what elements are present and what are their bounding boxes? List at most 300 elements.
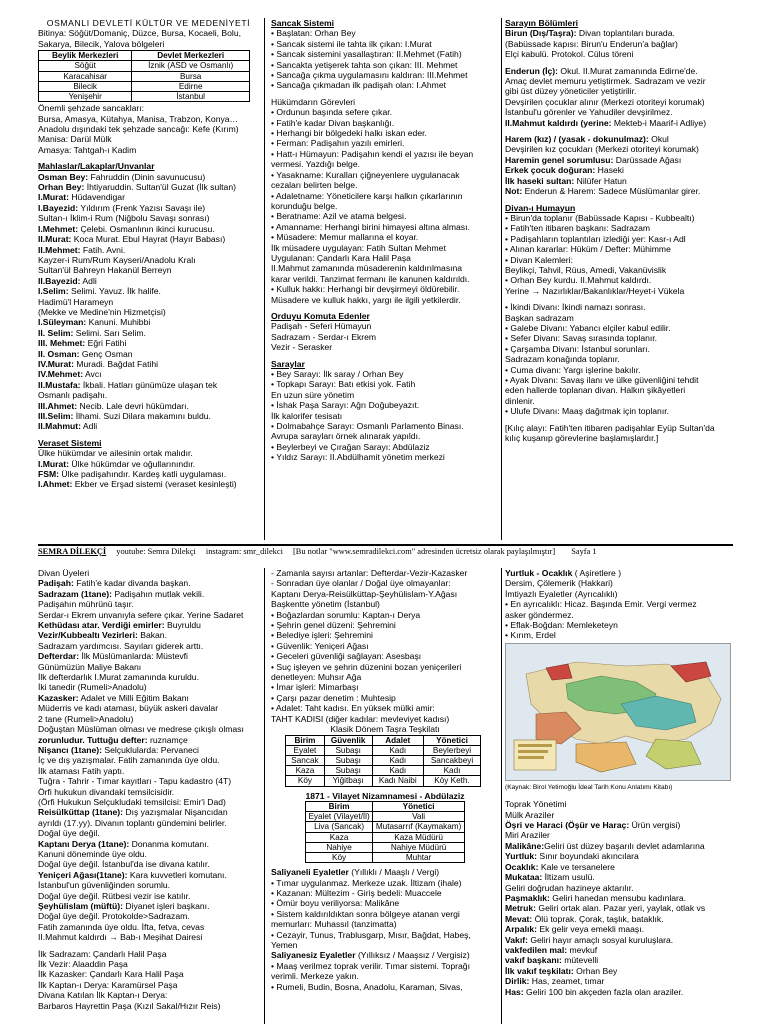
text-line: Enderun (İç): Okul. II.Murat zamanında Edirne'de. bbox=[505, 65, 698, 76]
text-line: Hadimü'l Harameyn bbox=[38, 296, 114, 307]
text-line: II. Selim: Selimi. Sarı Selim. bbox=[38, 327, 146, 338]
table-cell: Beylerbeyi bbox=[424, 745, 481, 755]
text-line: Kaptanı Derya (1tane): Donanma komutanı. bbox=[38, 838, 209, 849]
text-line: Osman Bey: Fahruddin (Dinin savunucusu) bbox=[38, 171, 206, 182]
text-line: Kayzer-i Rum/Rum Kayseri/Anadolu Kralı bbox=[38, 254, 196, 265]
table-cell: Köy Keth. bbox=[424, 776, 481, 786]
capital-admin-list bbox=[271, 568, 499, 724]
table-cell: Kaza Müdürü bbox=[373, 832, 465, 842]
table-cell: Nahiye bbox=[306, 842, 373, 852]
table-row bbox=[286, 745, 481, 755]
map-caption: (Kaynak: Birol Yetimoğlu İdeal Tarih Konu Anlatımı Kitabı) bbox=[505, 783, 673, 791]
text-line: II.Mahmut zamanında müsaderenin kaldırılmasına bbox=[271, 263, 463, 274]
footer-instagram: instagram: smr_dilekci bbox=[205, 547, 283, 556]
text-line: • Cuma divanı: Yargı işlerine bakılır. bbox=[505, 364, 641, 375]
text-line: • Herhangi bir bölgedeki halkı iskan eder. bbox=[271, 128, 427, 139]
text-line: Sadrazam (1tane): Padişahın mutlak vekili. bbox=[38, 588, 205, 599]
text-line: Öşri ve Haraci (Öşür ve Haraç: Ürün vergisi) bbox=[505, 820, 681, 831]
text-line: Vezir - Serasker bbox=[271, 342, 333, 353]
text-line: asker göndermez. bbox=[505, 609, 574, 620]
text-line: • Sancakta yetişerek tahta son çıkan: III. Mehmet bbox=[271, 59, 458, 70]
divan-types-list bbox=[505, 302, 733, 416]
text-line: IV.Mehmet: Avcı bbox=[38, 369, 102, 380]
text-line: Bursa, Amasya, Kütahya, Manisa, Trabzon, Konya… bbox=[38, 113, 239, 124]
ottoman-map-image bbox=[505, 643, 731, 781]
text-line: • Müsadere: Memur mallarına el koyar. bbox=[271, 232, 419, 243]
capitals-table bbox=[38, 50, 250, 102]
text-line: I.Mehmet: Çelebi. Osmanlının ikinci kurucusu. bbox=[38, 223, 215, 234]
section-heading: Toprak Yönetimi bbox=[505, 799, 567, 810]
text-line: İlk ataması Fatih yaptı. bbox=[38, 765, 125, 776]
column-middle bbox=[271, 18, 499, 540]
text-line: • Kazanan: Mültezim - Giriş bedeli: Muaccele bbox=[271, 887, 442, 898]
table-cell: Subaşı bbox=[324, 766, 372, 776]
section-heading: Sarayın Bölümleri bbox=[505, 18, 579, 28]
text-line: gibi üst düzey yöneticiler yetiştirilir. bbox=[505, 86, 637, 97]
text-line: FSM: Ülke padişahındır. Kardeş katli uygulaması. bbox=[38, 469, 227, 480]
table-cell: Köy bbox=[286, 776, 325, 786]
text-line: IV.Murat: Muradi. Bağdat Fatihi bbox=[38, 358, 159, 369]
text-line: korunduğu belge. bbox=[271, 200, 338, 211]
text-line: Metruk: Geliri ortak alan. Pazar yeri, yaylak, otlak vs bbox=[505, 903, 706, 914]
text-line: İlk müsadere uygulayan: Fatih Sultan Mehmet bbox=[271, 242, 446, 253]
harem-list bbox=[505, 134, 733, 196]
text-line: II.Murat: Koca Murat. Ebul Hayrat (Hayır Babası) bbox=[38, 234, 226, 245]
text-line: İki tanedir (Rumeli>Anadolu) bbox=[38, 682, 147, 693]
table-cell: Köy bbox=[306, 852, 373, 862]
text-line: I.Selim: Selimi. Yavuz. İlk halife. bbox=[38, 286, 161, 297]
sancak-system-list bbox=[271, 28, 499, 90]
column-right bbox=[505, 18, 733, 540]
text-line: Mevat: Ölü toprak. Çorak, taşlık, bataklık. bbox=[505, 913, 664, 924]
text-line: Ülke hükümdar ve ailesinin ortak malıdır. bbox=[38, 448, 193, 459]
text-line: • İmar işleri: Mimarbaşı bbox=[271, 682, 359, 693]
table-body bbox=[39, 61, 250, 102]
text-line: III.Ahmet: Necib. Lale devri hükümdarı. bbox=[38, 400, 189, 411]
column-divider bbox=[501, 18, 502, 540]
section-heading: Hükümdarın Görevleri bbox=[271, 96, 356, 107]
text-line: I.Murat: Ülke hükümdar ve oğullarınındır. bbox=[38, 458, 196, 469]
section-heading: Divan-ı Humayun bbox=[505, 202, 576, 213]
table-cell: İznik (ASD ve Osmanlı) bbox=[132, 61, 250, 71]
saliyaneli-list bbox=[271, 878, 499, 951]
text-line: İlk Vezir: Alaaddin Paşa bbox=[38, 959, 128, 970]
text-line: [Kılıç alayı: Fatih'ten itibaren padişahlar Eyüp Sultan'da bbox=[505, 422, 715, 433]
text-line: • İshak Paşa Sarayı: Ağrı Doğubeyazıt. bbox=[271, 400, 420, 411]
text-line: I.Murat: Hüdavendigar bbox=[38, 192, 125, 203]
text-line: İlk Kazasker: Çandarlı Kara Halil Paşa bbox=[38, 969, 184, 980]
section-heading: Saliyaneli Eyaletler bbox=[271, 867, 349, 878]
text-line: • Ferman: Padişahın yazılı emirleri. bbox=[271, 138, 405, 149]
text-line: Mülk Araziler bbox=[505, 809, 555, 820]
footer-page-number: Sayfa 1 bbox=[571, 547, 597, 556]
text-line: • Belediye işleri: Şehremini bbox=[271, 630, 373, 641]
text-line: • Beratname: Azil ve atama belgesi. bbox=[271, 211, 407, 222]
text-line: • Çarşamba Divanı: İstanbul sorunları. bbox=[505, 343, 650, 354]
text-line: • Ayak Divanı: Savaş ilanı ve ülke güvenliğini tehdit bbox=[505, 375, 699, 385]
text-line: • Şehrin genel düzeni: Şehremini bbox=[271, 620, 396, 631]
text-line: Başkan sadrazam bbox=[505, 312, 574, 323]
table-caption: 1871 - Vilayet Nizamnamesi - Abdülaziz bbox=[305, 790, 465, 801]
text-line: (Babüssade kapısı: Birun'u Enderun'a bağlar) bbox=[505, 38, 678, 49]
table-header-cell: Adalet bbox=[372, 735, 423, 745]
table-header-row bbox=[286, 735, 481, 745]
text-line: memurları: Muhassıl (tanzimatta) bbox=[271, 919, 397, 930]
text-line: İç ve dış yazışmalar. Fatih zamanında üye oldu. bbox=[38, 755, 220, 766]
text-line: Padişahın mührünü taşır. bbox=[38, 599, 134, 610]
text-line: Padişah - Seferi Hümayun bbox=[271, 321, 372, 332]
column-right bbox=[505, 568, 733, 1024]
text-line: Bitinya: Söğüt/Domaniç, Düzce, Bursa, Kocaeli, Bolu, bbox=[38, 28, 242, 39]
table-header-cell: Güvenlik bbox=[324, 735, 372, 745]
table-row bbox=[306, 842, 465, 852]
text-line: Miri Araziler bbox=[505, 830, 550, 841]
text-line: 2 tane (Rumeli>Anadolu) bbox=[38, 713, 134, 724]
text-line: • Sefer Divanı: Savaş sırasında toplanır. bbox=[505, 333, 658, 344]
table-cell: Kadı bbox=[372, 755, 423, 765]
text-line: II.Mahmut: Adli bbox=[38, 421, 98, 432]
text-line: Yemen bbox=[271, 939, 298, 950]
text-line: Sadrazam yardımcısı. Sayıları giderek arttı. bbox=[38, 640, 204, 651]
table-cell: Vali bbox=[373, 812, 465, 822]
text-line: Manisa: Darül Mülk bbox=[38, 134, 112, 145]
titles-list bbox=[38, 172, 259, 432]
table-cell: Kaza bbox=[286, 766, 325, 776]
table-cell: Mutasarrıf (Kaymakam) bbox=[373, 822, 465, 832]
text-line: Paşmaklık: Geliri hanedan mensubu kadınlara. bbox=[505, 892, 687, 903]
table-cell: Sancak bbox=[286, 755, 325, 765]
text-line: Dirlik: Has, zeamet, tımar bbox=[505, 976, 605, 987]
text-line: Başkentte yönetim (İstanbul) bbox=[271, 599, 380, 610]
sancak-list bbox=[38, 103, 259, 155]
table-cell: Liva (Sancak) bbox=[306, 822, 373, 832]
column-divider bbox=[264, 568, 265, 1024]
table-row bbox=[39, 81, 250, 91]
text-line: Orhan Bey: İhtiyaruddin. Sultan'ül Guzat (İlk sultan) bbox=[38, 182, 236, 193]
text-line: • Suç işleyen ve şehrin düzenini bozan yeniçerileri bbox=[271, 661, 462, 672]
text-line: Serdar-ı Ekrem unvanıyla sefere çıkar. Yerine Sadaret bbox=[38, 609, 244, 620]
table-cell: İstanbul bbox=[132, 92, 250, 102]
text-line: • Galebe Divanı: Yabancı elçiler kabul edilir. bbox=[505, 322, 671, 333]
text-line: I.Ahmet: Ekber ve Erşad sistemi (veraset kesinleşti) bbox=[38, 479, 237, 490]
text-line: Sultan-ı İklim-i Rum (Niğbolu Savaşı sonrası) bbox=[38, 213, 210, 224]
text-line: • Alınan kararlar: Hüküm / Defter: Mühimme bbox=[505, 244, 671, 255]
text-line: Osmanlı padişahı. bbox=[38, 390, 108, 401]
text-line: İlk haseki sultan: Nilüfer Hatun bbox=[505, 175, 627, 186]
text-line: Anadolu dışındaki tek şehzade sancağı: Kefe (Kırım) bbox=[38, 124, 239, 135]
text-line: • Ömür boyu veriliyorsa: Malikâne bbox=[271, 898, 400, 909]
text-line: İstanbul'u görenler ve Yahudiler devşirilmez. bbox=[505, 107, 673, 118]
text-line: III. Mehmet: Eğri Fatihi bbox=[38, 338, 127, 349]
table-cell: Bilecik bbox=[39, 81, 132, 91]
table-row bbox=[286, 776, 481, 786]
text-line: Şeyhülislam (müftü): Diyanet işleri başkanı. bbox=[38, 901, 210, 911]
table-row bbox=[306, 832, 465, 842]
text-line: - Zamanla sayısı artanlar: Defterdar-Vezir-Kazasker bbox=[271, 568, 468, 578]
text-line: • Maaş verilmez toprak verilir. Tımar sistemi. Toprağı bbox=[271, 960, 470, 971]
text-line: zorunludur. Tuttuğu defter: ruznamçe bbox=[38, 734, 188, 745]
text-line: • Topkapı Sarayı: Batı etkisi yok. Fatih bbox=[271, 379, 416, 390]
saliyanesiz-list bbox=[271, 961, 499, 992]
text-line: (Örfi Hukukun Selçukludaki temsilcisi: Emir'i Dad) bbox=[38, 796, 226, 807]
land-list bbox=[505, 810, 733, 997]
text-line: Dersim, Çölemerik (Hakkari) bbox=[505, 578, 613, 589]
table-cell: Yenişehir bbox=[39, 92, 132, 102]
text-line: Nişancı (1tane): Selçuklularda: Pervaneci bbox=[38, 744, 199, 755]
text-line: denetleyen: Muhsır Ağa bbox=[271, 672, 362, 683]
text-line: İlk kalorifer tesisatı bbox=[271, 410, 343, 421]
text-line: İlk defterdarlık I.Murat zamanında kuruldu. bbox=[38, 672, 199, 683]
province-org-table bbox=[285, 735, 481, 787]
yurtluk-list bbox=[505, 578, 733, 640]
text-line: Doğal üye değil. Rütbesi vezir ise katılır. bbox=[38, 890, 191, 901]
text-line: Divana Katılan İlk Kaptan-ı Derya: bbox=[38, 990, 168, 1001]
vilayet-table bbox=[305, 801, 465, 863]
text-line: Arpalık: Ek gelir veya emekli maaşı. bbox=[505, 924, 644, 935]
section-heading-note: (Yıllıksız / Maaşsız / Vergisiz) bbox=[355, 950, 470, 961]
section-title: OSMANLI DEVLETİ KÜLTÜR VE MEDENİYETİ bbox=[46, 18, 251, 28]
text-line: • Sancak sistemi ile tahta ilk çıkan: I.Murat bbox=[271, 38, 432, 49]
table-cell: Subaşı bbox=[324, 745, 372, 755]
text-line: • Başlatan: Orhan Bey bbox=[271, 28, 356, 39]
text-line: Devşirilen kız çocukları (Merkezi otoriteyi korumak) bbox=[505, 144, 699, 155]
footer-author: SEMRA DİLEKÇİ bbox=[38, 547, 107, 556]
text-line: Kethüdası atar. Verdiği emirler: Buyruldu bbox=[38, 620, 201, 631]
text-line: • Sancak sistemini yasallaştıran: II.Mehmet (Fatih) bbox=[271, 49, 462, 60]
text-line: • Kırım, Erdel bbox=[505, 630, 556, 641]
text-line: • Amanname: Herhangi birini himayesi altına alması. bbox=[271, 221, 470, 232]
text-line: Defterdar: İlk Müslümanlarda: Müstevfi bbox=[38, 651, 188, 662]
table-header-cell: Yönetici bbox=[424, 735, 481, 745]
column-left bbox=[38, 568, 259, 1024]
text-line: Sadrazam - Serdar-ı Ekrem bbox=[271, 331, 377, 342]
text-line: • Tımar uygulanmaz. Merkeze uzak. İltizam (ihale) bbox=[271, 877, 462, 888]
text-line: • Sistem kaldırıldıktan sonra bölgeye atanan vergi bbox=[271, 908, 460, 919]
text-line: kılıç kuşanıp görevlerine başlamışlardır.] bbox=[505, 433, 659, 444]
table-cell: Bursa bbox=[132, 71, 250, 81]
text-line: Harem (kız) / (yasak - dokunulmaz): Okul bbox=[505, 134, 669, 145]
text-line: • Adalet: Taht kadısı. En yüksek mülki amir: bbox=[271, 703, 435, 714]
table-row bbox=[39, 92, 250, 102]
table-cell: Eyalet (Vilayet/İl) bbox=[306, 812, 373, 822]
section-heading: Sancak Sistemi bbox=[271, 18, 335, 28]
text-line: Vezir/Kubbealtı Vezirleri: Bakan. bbox=[38, 630, 167, 641]
text-line: vermesi. Yazdığı belge. bbox=[271, 159, 361, 170]
text-line: Tuğra - Tahrir - Tımar kayıtları - Tapu kadastro (4T) bbox=[38, 776, 232, 787]
palaces-list bbox=[271, 369, 499, 463]
text-line: • Sancağa çıkma uygulamasını kaldıran: III.Mehmet bbox=[271, 70, 468, 81]
sword-note bbox=[505, 423, 733, 444]
table-row bbox=[286, 766, 481, 776]
text-line: • Fatih'ten itibaren başkanı: Sadrazam bbox=[505, 223, 651, 234]
text-line: • Ordunun başında sefere çıkar. bbox=[271, 107, 393, 118]
text-line: Yeniçeri Ağası(1tane): Kara kuvvetleri komutanı. bbox=[38, 869, 227, 880]
text-line: • Birun'da toplanır (Babüssade Kapısı - Kubbealtı) bbox=[505, 212, 695, 223]
text-line: • Adaletname: Yöneticilere karşı halkın çıkarlarının bbox=[271, 190, 463, 201]
text-line: Uygulanan: Çandarlı Kara Halil Paşa bbox=[271, 252, 411, 263]
text-line: II. Osman: Genç Osman bbox=[38, 348, 133, 359]
text-line: • Eflak-Boğdan: Memleketeyn bbox=[505, 620, 618, 631]
text-line: Avrupa sarayları örnek alınarak yapıldı. bbox=[271, 431, 421, 442]
table-cell: Edirne bbox=[132, 81, 250, 91]
text-line: • Çarşı pazar denetim : Muhtesip bbox=[271, 692, 396, 703]
text-line: Geliri doğrudan hazineye aktarılır. bbox=[505, 882, 634, 893]
enderun-list bbox=[505, 66, 733, 128]
table-cell: Subaşı bbox=[324, 755, 372, 765]
text-line: Not: Enderun & Harem: Sadece Müslümanlar girer. bbox=[505, 186, 701, 197]
text-line: Günümüzün Maliye Bakanı bbox=[38, 661, 142, 672]
table-body bbox=[306, 812, 465, 863]
table-row bbox=[306, 812, 465, 822]
text-line: • Beylerbeyi ve Çırağan Sarayı: Abdülaziz bbox=[271, 441, 430, 452]
text-line: II.Mehmet: Fatih. Avni. bbox=[38, 244, 126, 255]
text-line: Müderris ve kadı ataması, büyük askeri davalar bbox=[38, 703, 219, 714]
section-heading: Mahlaslar/Lakaplar/Unvanlar bbox=[38, 161, 155, 172]
text-line: cezaları belirten belge. bbox=[271, 180, 358, 191]
text-line: Barbaros Hayrettin Paşa (Kızıl Sakal/Hızır Reis) bbox=[38, 1000, 221, 1011]
section-heading-note: (Yıllıklı / Maaşlı / Vergi) bbox=[348, 867, 440, 878]
text-line: TAHT KADISI (diğer kadılar: mevleviyet kadısı) bbox=[271, 713, 450, 724]
section-heading: Orduyu Komuta Edenler bbox=[271, 310, 370, 321]
text-line: • İkindi Divanı: İkindi namazı sonrası. bbox=[505, 302, 646, 313]
text-line: II.Bayezid: Adli bbox=[38, 275, 97, 286]
table-cell: Kadı bbox=[372, 745, 423, 755]
table-caption: Klasik Dönem Taşra Teşkilatı bbox=[330, 724, 440, 735]
table-cell: Kaza bbox=[306, 832, 373, 842]
text-line: • Geceleri güvenliği sağlayan: Asesbaşı bbox=[271, 651, 422, 662]
section-heading: Saliyanesiz Eyaletler bbox=[271, 950, 356, 961]
text-line: karar verildi. Tanzimat fermanı ile kanunen kaldırıldı. bbox=[271, 273, 470, 284]
text-line: Sakarya, Bilecik, Yalova bölgeleri bbox=[38, 38, 165, 49]
text-line: Beylikçi, Tahvil, Rüus, Amedi, Vakanüvislik bbox=[505, 264, 667, 275]
text-line: III.Selim: İlhami. Suzi Dilara makamını buldu. bbox=[38, 411, 211, 422]
table-cell: Sancakbeyi bbox=[424, 755, 481, 765]
text-line: Kanuni döneminde üye oldu. bbox=[38, 848, 147, 859]
text-line: (Mekke ve Medine'nin Hizmetçisi) bbox=[38, 306, 166, 317]
text-line: Yurtluk: Sınır boyundaki akıncılara bbox=[505, 851, 639, 862]
text-line: Doğuştan Müslüman olması ve medrese çıkışlı olması bbox=[38, 724, 244, 735]
text-line: Yerine → Nazırlıklar/Bakanlıklar/Heyet-i Vükela bbox=[505, 285, 685, 296]
table-cell: Muhtar bbox=[373, 852, 465, 862]
birun-list bbox=[505, 28, 733, 59]
text-line: Malikâne:Geliri üst düzey başarılı devlet adamlarına bbox=[505, 840, 705, 851]
page-footer bbox=[38, 544, 733, 560]
table-header-cell: Birim bbox=[286, 735, 325, 745]
table-header-cell: Birim bbox=[306, 801, 373, 811]
table-header-row bbox=[306, 801, 465, 811]
table-cell: Kadı bbox=[424, 766, 481, 776]
text-line: • Divan Kalemleri: bbox=[505, 254, 573, 265]
table-cell: Kadı bbox=[372, 766, 423, 776]
text-line: • Sancağa çıkmadan ilk padişah olan: I.Ahmet bbox=[271, 80, 446, 91]
text-line: Birun (Dış/Taşra): Divan toplantıları burada. bbox=[505, 28, 675, 39]
text-line: Mukataa: İltizam usulü. bbox=[505, 872, 595, 883]
text-line: Kaptanı Derya-Reisülküttap-Şeyhülislam-Y.Ağası bbox=[271, 588, 458, 599]
text-line: • Orhan Bey kurdu. II.Mahmut kaldırdı. bbox=[505, 275, 652, 286]
text-line: II.Mahmut kaldırdı (yerine: Mekteb-i Maarif-i Adliye) bbox=[505, 117, 707, 128]
page-2 bbox=[0, 560, 768, 1024]
text-line: • Padişahların toplantıları izlediği yer: Kasr-ı Adl bbox=[505, 233, 686, 244]
footer-note: [Bu notlar "www.semradilekci.com" adresinden ücretsiz olarak paylaşılmıştır] bbox=[293, 547, 556, 556]
table-row bbox=[286, 755, 481, 765]
text-line: Erkek çocuk doğuran: Haseki bbox=[505, 165, 624, 176]
table-cell: Yiğitbaşı bbox=[324, 776, 372, 786]
text-line: Devşirilen çocuklar alınır (Merkezi otoriteyi korumak) bbox=[505, 96, 705, 107]
text-line: Elçi kabulü. Protokol. Cülus töreni bbox=[505, 49, 634, 60]
table-row bbox=[306, 852, 465, 862]
text-line: II.Mahmut kaldırdı → Bab-ı Meşihat Dairesi bbox=[38, 932, 203, 943]
text-line: Ocaklık: Kale ve tersanelere bbox=[505, 861, 615, 872]
intro-block bbox=[38, 28, 259, 49]
footer-youtube: youtube: Semra Dilekçi bbox=[116, 547, 196, 556]
text-line: • En ayrıcalıklı: Hicaz. Başında Emir. Vergi vermez bbox=[505, 599, 697, 610]
table-cell: Nahiye Müdürü bbox=[373, 842, 465, 852]
table-row bbox=[39, 71, 250, 81]
text-line: Doğal üye değil. Protokolde>Sadrazam. bbox=[38, 911, 190, 922]
table-row bbox=[39, 61, 250, 71]
text-line: I.Bayezid: Yıldırım (Frenk Yazısı Savaşı ile) bbox=[38, 202, 206, 213]
column-divider bbox=[264, 18, 265, 540]
divan-members-list bbox=[38, 578, 259, 942]
divan-list bbox=[505, 213, 733, 296]
text-line: • Ulufe Divanı: Maaş dağıtmak için toplanır. bbox=[505, 406, 669, 417]
text-line: Amaç devlet memuru yetiştirmek. Sadrazam ve vezir bbox=[505, 76, 706, 87]
text-line: • Bey Sarayı: İlk saray / Orhan Bey bbox=[271, 369, 404, 379]
text-line: En uzun süre yönetim bbox=[271, 389, 355, 400]
text-line: Kazasker: Adalet ve Milli Eğitim Bakanı bbox=[38, 692, 189, 703]
firsts-list bbox=[38, 949, 259, 1011]
table-header-cell: Yönetici bbox=[373, 801, 465, 811]
text-line: İmtiyazlı Eyaletler (Ayrıcalıklı) bbox=[505, 588, 618, 599]
duties-list bbox=[271, 107, 499, 305]
text-line: Örfi hukukun divandaki temsilcisidir. bbox=[38, 786, 175, 797]
text-line: • Rumeli, Budin, Bosna, Anadolu, Karaman, Sivas, bbox=[271, 981, 463, 992]
text-line: Haremin genel sorumlusu: Darüssade Ağası bbox=[505, 154, 682, 165]
table-cell: Söğüt bbox=[39, 61, 132, 71]
table-cell: Karacahisar bbox=[39, 71, 132, 81]
column-left bbox=[38, 18, 259, 540]
section-heading: Divan Üyeleri bbox=[38, 568, 90, 578]
text-line: vakıf başkanı: mütevelli bbox=[505, 955, 599, 966]
table-header-cell: Beylik Merkezleri bbox=[39, 51, 132, 61]
table-body bbox=[286, 745, 481, 786]
table-header-row bbox=[39, 51, 250, 61]
column-divider bbox=[501, 568, 502, 1024]
text-line: Vakıf: Geliri hayır amaçlı sosyal kuruluşlara. bbox=[505, 934, 674, 945]
text-line: Padişah: Fatih'e kadar divanda başkan. bbox=[38, 578, 191, 589]
text-line: • Yasakname: Kuralları çiğneyenlere uygulanacak bbox=[271, 169, 460, 180]
text-line: eden hallerde toplanan divan. Halkın şikâyetleri bbox=[505, 385, 686, 396]
text-line: • Dolmabahçe Sarayı: Osmanlı Parlamento Binası. bbox=[271, 421, 464, 432]
text-line: • Cezayir, Tunus, Trablusgarp, Mısır, Bağdat, Habeş, bbox=[271, 929, 471, 940]
text-line: Önemli şehzade sancakları: bbox=[38, 103, 145, 114]
text-line: • Güvenlik: Yeniçeri Ağası bbox=[271, 640, 369, 651]
text-line: Sultan'ül Bahreyn Hakanül Berreyn bbox=[38, 265, 172, 276]
text-line: vakfedilen mal: mevkuf bbox=[505, 944, 598, 955]
section-heading: Saraylar bbox=[271, 358, 305, 369]
text-line: • Fatih'e kadar Divan başkanlığı. bbox=[271, 117, 395, 128]
text-line: Doğal üye değil. İstanbul'da ise divana katılır. bbox=[38, 859, 210, 870]
text-line: Has: Geliri 100 bin akçeden fazla olan araziler. bbox=[505, 986, 684, 997]
succession-list bbox=[38, 448, 259, 490]
text-line: ayrıldı (17.yy). Divanın toplantı gündemini belirler. bbox=[38, 817, 227, 828]
text-line: İlk Kaptan-ı Derya: Karamürsel Paşa bbox=[38, 979, 178, 990]
text-line: - Sonradan üye olanlar / Doğal üye olmayanlar: bbox=[271, 578, 451, 589]
text-line: • Yıldız Sarayı: II.Abdülhamit yönetim merkezi bbox=[271, 452, 445, 463]
text-line: İlk Sadrazam: Çandarlı Halil Paşa bbox=[38, 948, 167, 959]
text-line: Müsadere ve kulluk hakkı, yargı ile ilgili yetkilerdir. bbox=[271, 294, 461, 305]
section-heading: Yurtluk - Ocaklık bbox=[505, 568, 573, 578]
